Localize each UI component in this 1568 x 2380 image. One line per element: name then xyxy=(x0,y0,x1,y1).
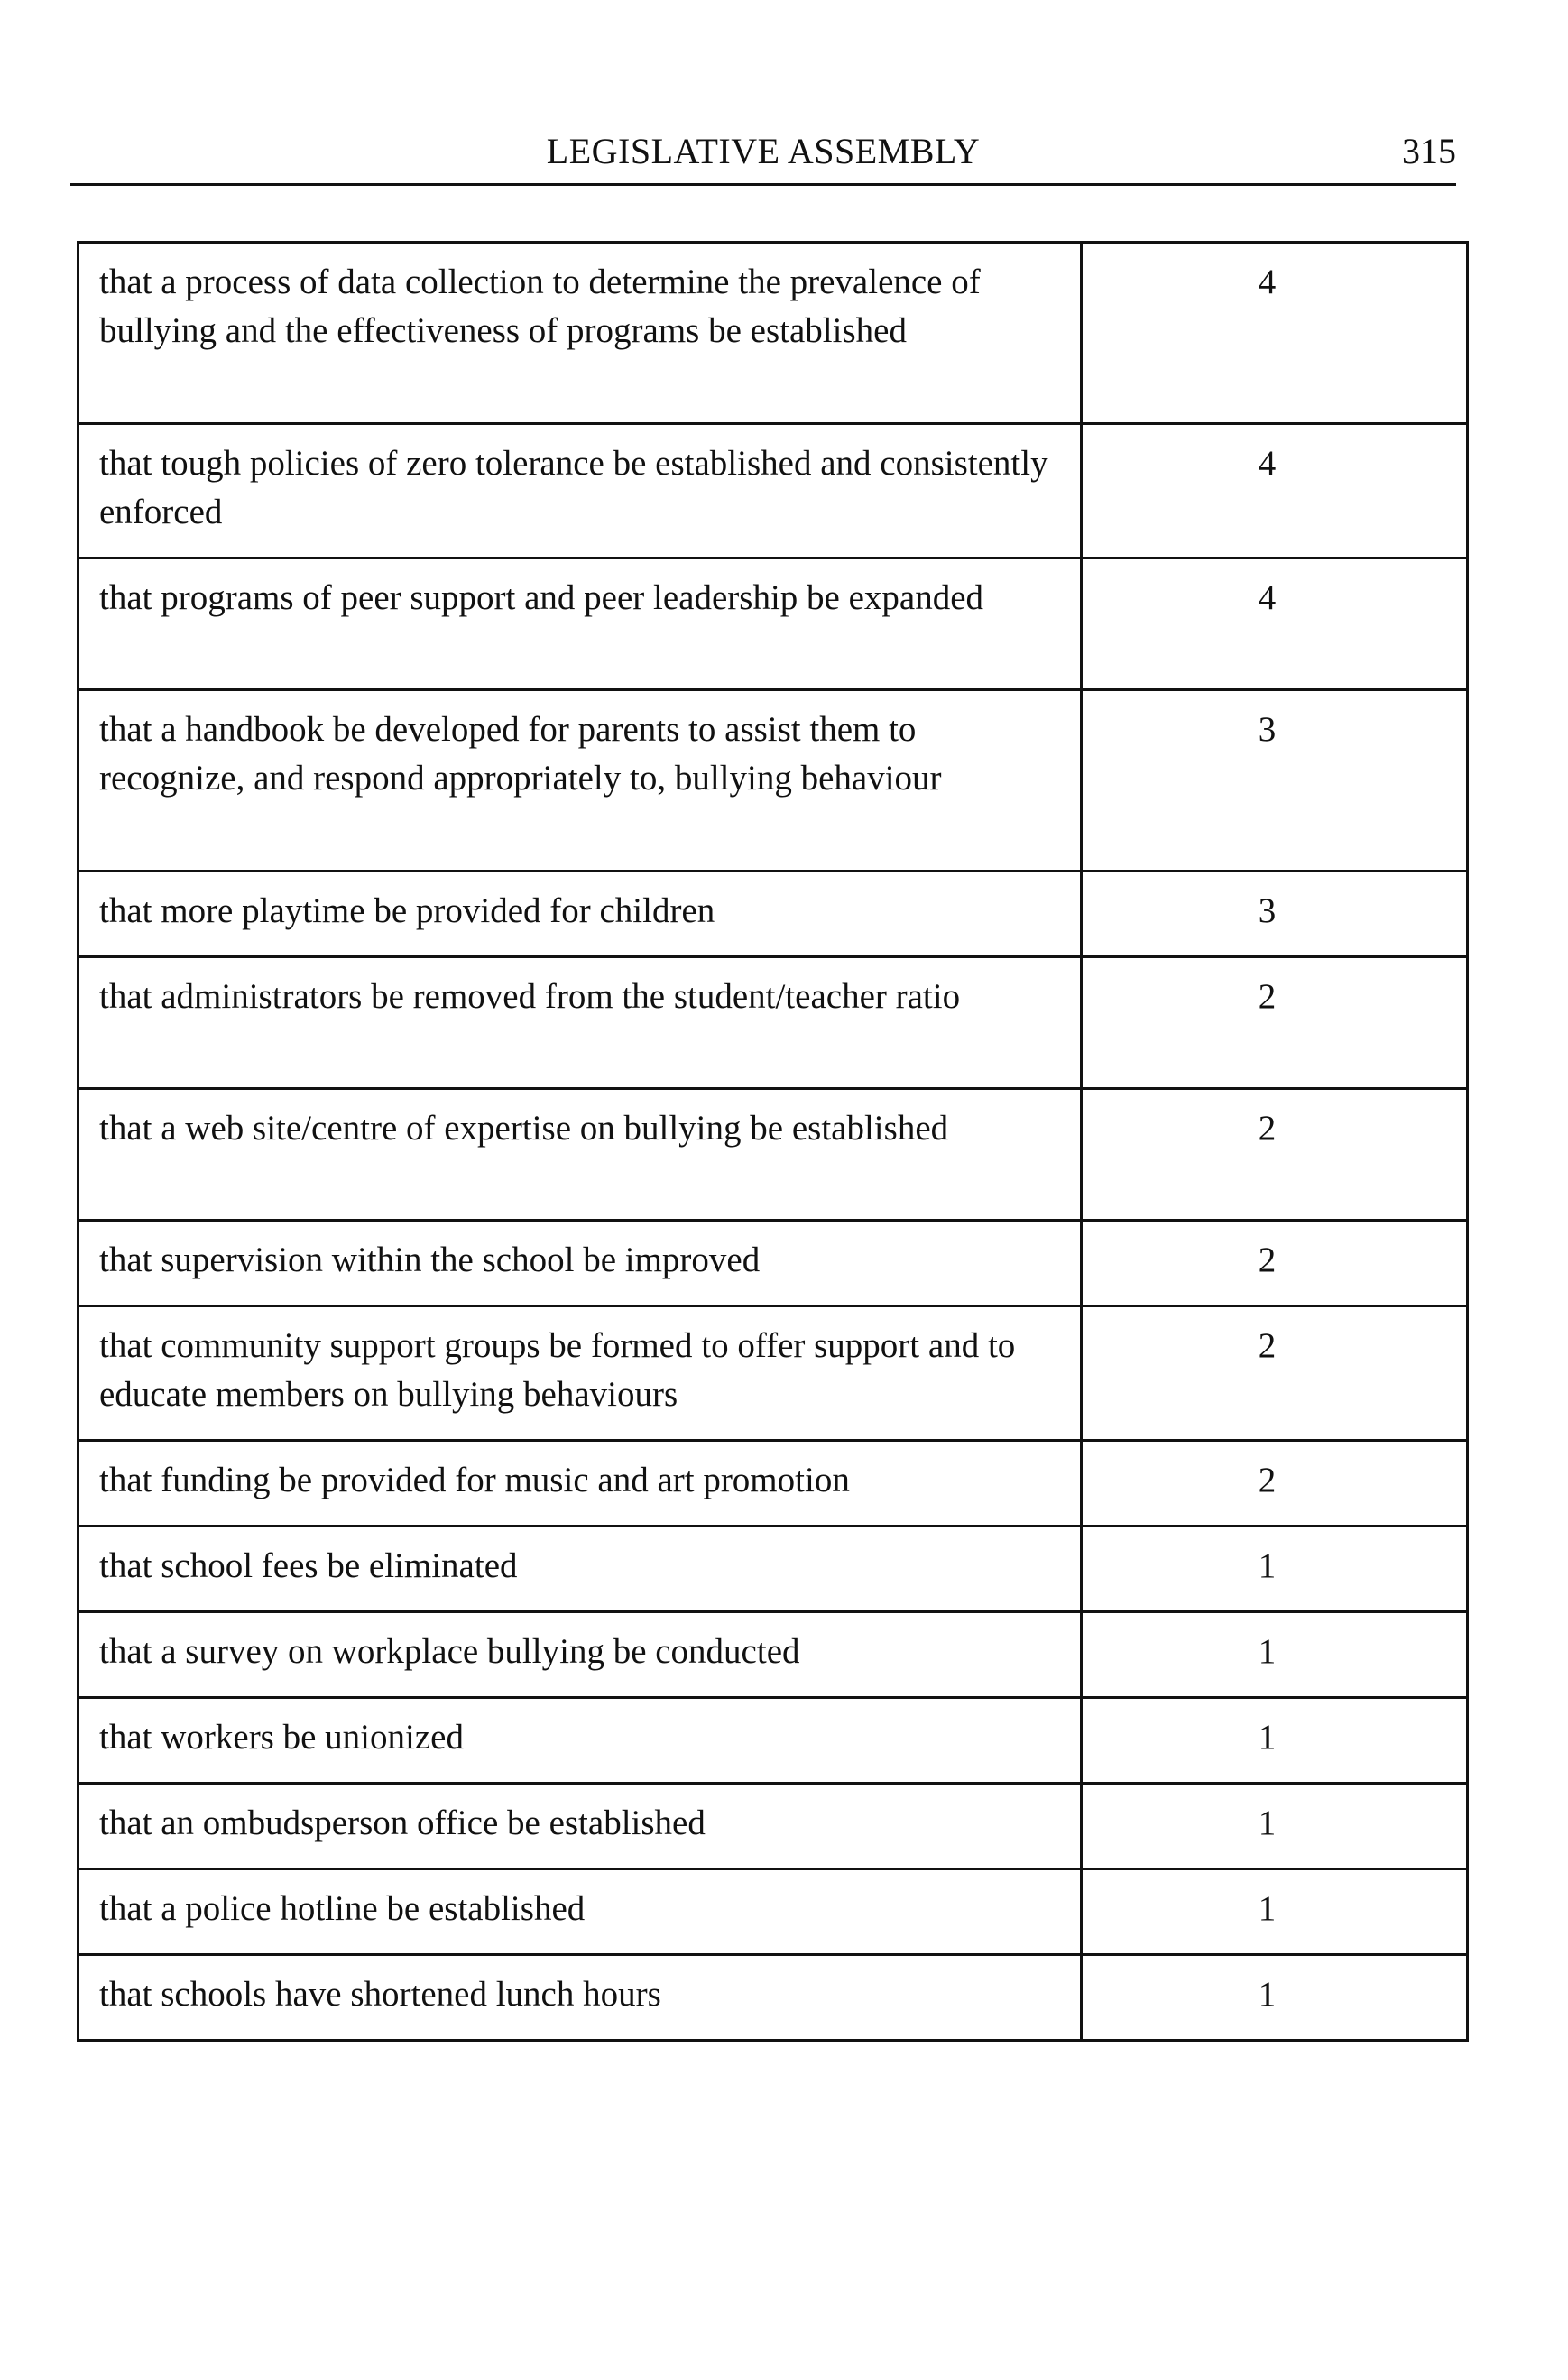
recommendation-count: 1 xyxy=(1082,1698,1468,1784)
recommendation-count: 3 xyxy=(1082,872,1468,957)
recommendation-count: 2 xyxy=(1082,957,1468,1089)
recommendation-count: 2 xyxy=(1082,1089,1468,1221)
recommendation-text: that schools have shortened lunch hours xyxy=(78,1955,1082,2041)
recommendation-count: 2 xyxy=(1082,1221,1468,1306)
table-row xyxy=(78,1441,1468,1527)
running-head-title: LEGISLATIVE ASSEMBLY xyxy=(546,131,981,171)
table-row xyxy=(78,1527,1468,1612)
recommendation-text: that programs of peer support and peer leadership be expanded xyxy=(78,558,1082,690)
recommendation-count: 1 xyxy=(1082,1955,1468,2041)
table-row xyxy=(78,957,1468,1089)
recommendation-count: 2 xyxy=(1082,1441,1468,1527)
table-row xyxy=(78,1955,1468,2041)
recommendation-text: that supervision within the school be improved xyxy=(78,1221,1082,1306)
recommendation-count: 1 xyxy=(1082,1784,1468,1869)
table-row xyxy=(78,1306,1468,1441)
recommendation-count: 4 xyxy=(1082,424,1468,558)
table-row xyxy=(78,1698,1468,1784)
running-head xyxy=(70,126,1456,184)
recommendation-text: that a handbook be developed for parents to assist them to recognize, and respond appropriately to, bullying behaviour xyxy=(78,690,1082,872)
recommendation-text: that community support groups be formed to offer support and to educate members on bullying behaviours xyxy=(78,1306,1082,1441)
recommendation-text: that workers be unionized xyxy=(78,1698,1082,1784)
recommendation-count: 4 xyxy=(1082,243,1468,424)
recommendation-count: 3 xyxy=(1082,690,1468,872)
recommendation-text: that a police hotline be established xyxy=(78,1869,1082,1955)
recommendation-text: that a web site/centre of expertise on bullying be established xyxy=(78,1089,1082,1221)
recommendation-text: that a survey on workplace bullying be conducted xyxy=(78,1612,1082,1698)
recommendation-count: 2 xyxy=(1082,1306,1468,1441)
table-row xyxy=(78,1612,1468,1698)
page-number: 315 xyxy=(1402,131,1456,171)
table-row xyxy=(78,558,1468,690)
table-row xyxy=(78,243,1468,424)
table-row xyxy=(78,1784,1468,1869)
recommendation-count: 4 xyxy=(1082,558,1468,690)
table-row xyxy=(78,1869,1468,1955)
recommendation-count: 1 xyxy=(1082,1869,1468,1955)
recommendation-text: that funding be provided for music and art promotion xyxy=(78,1441,1082,1527)
table-row xyxy=(78,1089,1468,1221)
table-row xyxy=(78,424,1468,558)
recommendation-text: that a process of data collection to determine the prevalence of bullying and the effectiveness of programs be established xyxy=(78,243,1082,424)
recommendation-text: that tough policies of zero tolerance be established and consistently enforced xyxy=(78,424,1082,558)
recommendation-text: that administrators be removed from the student/teacher ratio xyxy=(78,957,1082,1089)
table-row xyxy=(78,872,1468,957)
recommendation-text: that school fees be eliminated xyxy=(78,1527,1082,1612)
recommendation-count: 1 xyxy=(1082,1527,1468,1612)
table-row xyxy=(78,690,1468,872)
table-row xyxy=(78,1221,1468,1306)
recommendation-count: 1 xyxy=(1082,1612,1468,1698)
recommendations-table xyxy=(77,241,1469,2042)
recommendation-text: that an ombudsperson office be established xyxy=(78,1784,1082,1869)
recommendation-text: that more playtime be provided for children xyxy=(78,872,1082,957)
header-rule xyxy=(70,183,1456,186)
